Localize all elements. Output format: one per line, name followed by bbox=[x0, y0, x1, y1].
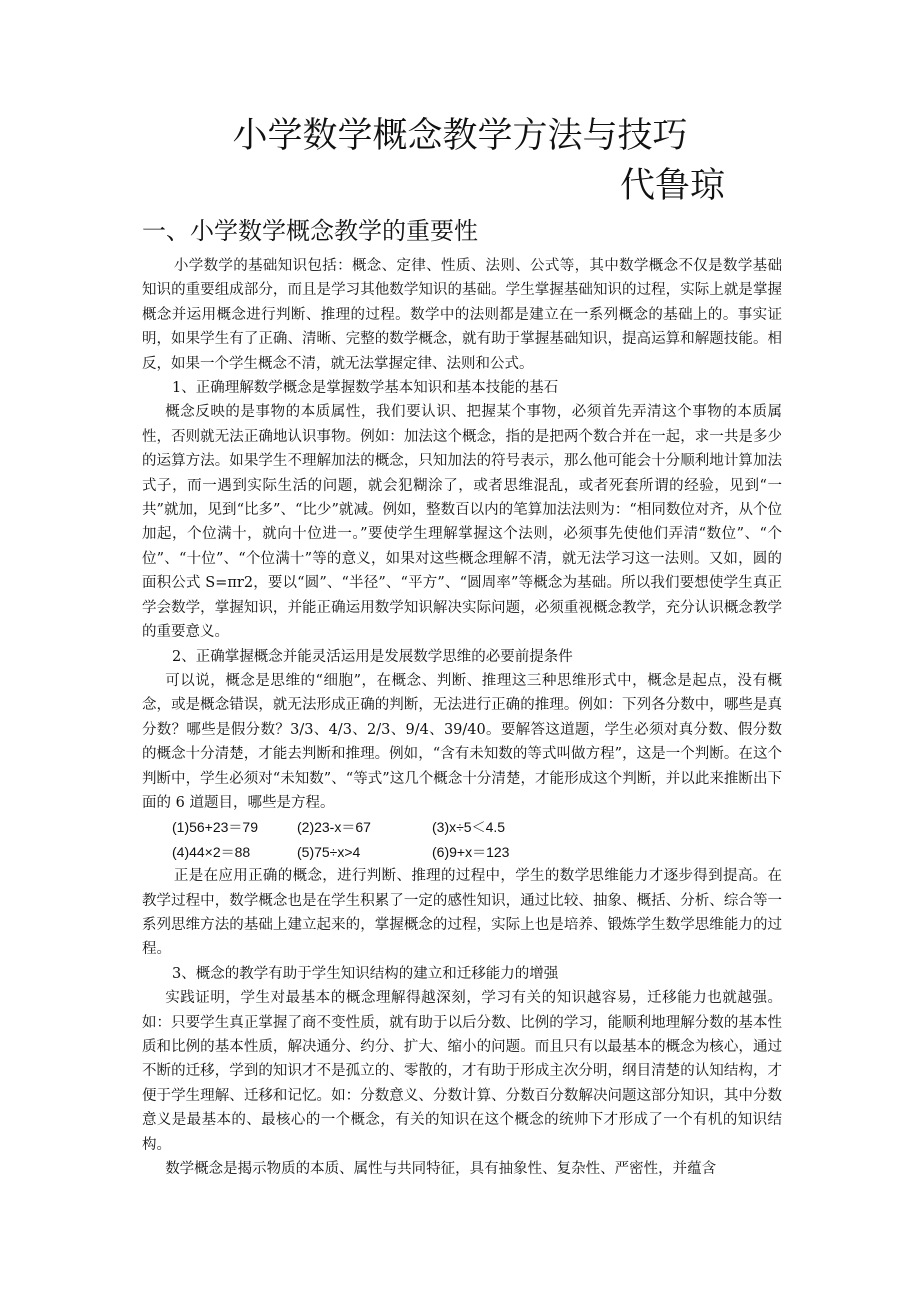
equation: (6)9+x＝123 bbox=[432, 843, 510, 860]
equation: (3)x÷5＜4.5 bbox=[432, 819, 506, 836]
document-body bbox=[142, 254, 782, 1181]
equation: (2)23-x＝67 bbox=[297, 819, 371, 836]
paragraph: 可以说，概念是思维的“细胞”，在概念、判断、推理这三种思维形式中，概念是起点，没有概念，或是概念错误，就无法形成正确的判断，无法进行正确的推理。例如：下列各分数中，哪些是真分数？哪些是假分数？3/3、4/3、2/3、9/4、39/40。要解答这道题，学生必须对真分数、假分数的概念十分清楚，才能去判断和推理。例如，“含有未知数的等式叫做方程”，这是一个判断。在这个判断中，学生必须对“未知数”、“等式”这几个概念十分清楚，才能形成这个判断，并以此来推断出下面的 6 道题目，哪些是方程。 bbox=[142, 672, 782, 811]
equation-row bbox=[142, 840, 782, 864]
paragraph: 概念反映的是事物的本质属性，我们要认识、把握某个事物，必须首先弄清这个事物的本质属性，否则就无法正确地认识事物。例如：加法这个概念，指的是把两个数合并在一起，求一共是多少的运算方法。如果学生不理解加法的概念，只知加法的符号表示，那么他可能会十分顺利地计算加法式子，而一遇到实际生活的问题，就会犯糊涂了，或者思维混乱，或者死套所谓的经验，见到“一共”就加，见到“比多”、“比少”就减。例如，整数百以内的笔算加法法则为：“相同数位对齐，从个位加起，个位满十，就向十位进一。”要使学生理解掌握这个法则，必须事先使他们弄清“数位”、“个位”、“十位”、“个位满十”等的意义，如果对这些概念理解不清，就无法学习这一法则。又如，圆的面积公式 S=πr2，要以“圆”、“半径”、“平方”、“圆周率”等概念为基础。所以我们要想使学生真正学会数学，掌握知识，并能正确运用数学知识解决实际问题，必须重视概念教学，充分认识概念教学的重要意义。 bbox=[142, 404, 782, 641]
equation: (4)44×2＝88 bbox=[172, 843, 251, 860]
paragraph: 数学概念是揭示物质的本质、属性与共同特征，具有抽象性、复杂性、严密性，并蕴含 bbox=[165, 1161, 717, 1178]
paragraph: 实践证明，学生对最基本的概念理解得越深刻，学习有关的知识越容易，迁移能力也就越强。如：只要学生真正掌握了商不变性质，就有助于以后分数、比例的学习，能顺利地理解分数的基本性质和比例的基本性质，解决通分、约分、扩大、缩小的问题。而且只有以最基本的概念为核心，通过不断的迁移，学到的知识才不是孤立的、零散的，才有助于形成主次分明，纲目清楚的认知结构，才便于学生理解、迁移和记忆。如：分数意义、分数计算、分数百分数解决问题这部分知识，其中分数意义是最基本的、最核心的一个概念，有关的知识在这个概念的统帅下才形成了一个有机的知识结构。 bbox=[142, 990, 782, 1153]
equation-row bbox=[142, 815, 782, 839]
paragraph: 正是在应用正确的概念，进行判断、推理的过程中，学生的数学思维能力才逐步得到提高。在教学过程中，数学概念也是在学生积累了一定的感性知识，通过比较、抽象、概括、分析、综合等一系列思维方法的基础上建立起来的，掌握概念的过程，实际上也是培养、锻炼学生数学思维能力的过程。 bbox=[142, 868, 782, 958]
equation: (5)75÷x>4 bbox=[297, 843, 361, 860]
author-name: 代鲁琼 bbox=[620, 166, 726, 206]
equation: (1)56+23＝79 bbox=[172, 819, 259, 836]
subheading: 2、正确掌握概念并能灵活运用是发展数学思维的必要前提条件 bbox=[172, 648, 573, 665]
section-heading: 一、小学数学概念教学的重要性 bbox=[142, 217, 478, 245]
paragraph: 小学数学的基础知识包括：概念、定律、性质、法则、公式等，其中数学概念不仅是数学基础知识的重要组成部分，而且是学习其他数学知识的基础。学生掌握基础知识的过程，实际上就是掌握概念并运用概念进行判断、推理的过程。数学中的法则都是建立在一系列概念的基础上的。事实证明，如果学生有了正确、清晰、完整的数学概念，就有助于掌握基础知识，提高运算和解题技能。相反，如果一个学生概念不清，就无法掌握定律、法则和公式。 bbox=[142, 258, 782, 372]
subheading: 3、概念的教学有助于学生知识结构的建立和迁移能力的增强 bbox=[172, 965, 559, 982]
subheading: 1、正确理解数学概念是掌握数学基本知识和基本技能的基石 bbox=[172, 380, 559, 397]
document-title: 小学数学概念教学方法与技巧 bbox=[232, 116, 688, 156]
watermark-logo bbox=[390, 585, 750, 655]
